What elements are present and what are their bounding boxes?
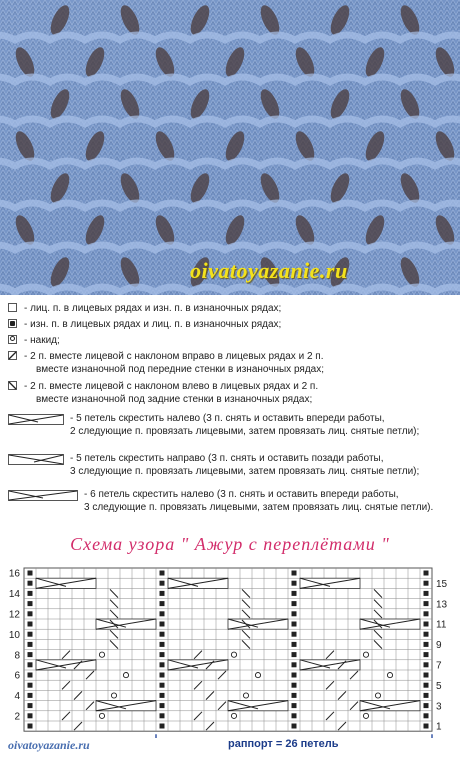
purl-stitch-mark: [160, 713, 165, 718]
k2tog-left-icon: [8, 381, 17, 390]
row-number-right: 7: [436, 660, 442, 672]
purl-stitch-mark: [160, 601, 165, 606]
knitting-sample-photo: [0, 0, 460, 295]
k2tog-right-icon: [8, 351, 17, 360]
purl-stitch-mark: [424, 683, 429, 688]
purl-stitch-mark: [292, 683, 297, 688]
purl-stitch-mark: [424, 724, 429, 729]
purl-stitch-mark: [28, 601, 33, 606]
row-number-right: 11: [436, 619, 447, 631]
row-number-right: 15: [436, 578, 448, 590]
purl-stitch-mark: [424, 591, 429, 596]
purl-stitch-mark: [160, 662, 165, 667]
purl-stitch-mark: [292, 642, 297, 647]
knit-texture-image: [0, 0, 460, 295]
chart-title: Схема узора " Ажур с переплётами ": [70, 534, 390, 554]
legend-text: - 2 п. вместе лицевой с наклоном влево в лицевых рядах и 2 п.: [24, 381, 319, 392]
legend-text: - накид;: [24, 335, 60, 346]
purl-stitch-mark: [160, 673, 165, 678]
legend-text: 3 следующие п. провязать лицевыми, затем провязать лиц. снятые петли).: [84, 502, 434, 513]
purl-stitch-mark: [292, 713, 297, 718]
row-number-left: 10: [8, 629, 20, 641]
row-number-left: 6: [14, 670, 20, 682]
purl-stitch-mark: [28, 581, 33, 586]
purl-stitch-mark: [28, 591, 33, 596]
purl-stitch-mark: [28, 683, 33, 688]
legend-text: - 6 петель скрестить налево (3 п. снять и оставить впереди работы,: [84, 489, 399, 500]
purl-stitch-mark: [292, 652, 297, 657]
purl-stitch-mark: [160, 632, 165, 637]
row-number-right: 5: [436, 680, 442, 692]
site-watermark: oivatoyazanie.ru: [190, 258, 348, 283]
legend-text: вместе изнаночной под задние стенки в изнаночных рядах;: [36, 394, 313, 405]
purl-stitch-mark: [160, 611, 165, 616]
purl-stitch-mark: [160, 652, 165, 657]
cable-5-right-icon: [8, 454, 64, 465]
cable-5-left-icon: [8, 414, 64, 425]
purl-stitch-mark: [424, 703, 429, 708]
row-number-left: 8: [14, 650, 20, 662]
row-number-left: 14: [8, 589, 20, 601]
purl-stitch-mark: [28, 611, 33, 616]
row-number-right: 13: [436, 599, 448, 611]
purl-stitch-mark: [424, 673, 429, 678]
chart-grid-svg: [0, 562, 460, 738]
purl-stitch-mark: [424, 601, 429, 606]
purl-stitch-mark: [28, 703, 33, 708]
purl-stitch-mark: [292, 591, 297, 596]
row-number-right: 9: [436, 640, 442, 652]
purl-stitch-mark: [424, 581, 429, 586]
purl-stitch-mark: [292, 724, 297, 729]
legend-text: - изн. п. в лицевых рядах и лиц. п. в изнаночных рядах;: [24, 319, 282, 330]
purl-stitch-mark: [292, 601, 297, 606]
purl-stitch-mark: [292, 703, 297, 708]
purl-stitch-mark: [28, 693, 33, 698]
legend-text: - лиц. п. в лицевых рядах и изн. п. в изнаночных рядах;: [24, 303, 282, 314]
purl-stitch-mark: [28, 673, 33, 678]
purl-stitch-mark: [424, 632, 429, 637]
purl-stitch-mark: [28, 652, 33, 657]
purl-stitch-mark: [160, 724, 165, 729]
purl-stitch-mark: [160, 591, 165, 596]
purl-stitch-mark: [28, 622, 33, 627]
purl-stitch-mark: [160, 683, 165, 688]
purl-stitch-mark: [28, 571, 33, 576]
purl-stitch-mark: [424, 642, 429, 647]
row-number-left: 12: [8, 609, 20, 621]
purl-stitch-mark: [424, 622, 429, 627]
purl-stitch-mark: [424, 571, 429, 576]
purl-stitch-mark: [160, 693, 165, 698]
purl-stitch-mark: [292, 581, 297, 586]
purl-dot-icon: [8, 319, 17, 328]
legend-text: вместе изнаночной под передние стенки в изнаночных рядах;: [36, 364, 324, 375]
site-watermark-bottom: oivatoyazanie.ru: [8, 738, 90, 752]
purl-stitch-mark: [424, 611, 429, 616]
row-number-left: 16: [8, 568, 20, 580]
purl-stitch-mark: [28, 662, 33, 667]
purl-stitch-mark: [424, 662, 429, 667]
purl-stitch-mark: [160, 703, 165, 708]
purl-stitch-mark: [160, 622, 165, 627]
purl-stitch-mark: [28, 713, 33, 718]
purl-stitch-mark: [292, 662, 297, 667]
purl-stitch-mark: [292, 622, 297, 627]
row-number-left: 2: [14, 711, 20, 723]
row-number-right: 1: [436, 721, 442, 733]
row-number-right: 3: [436, 701, 442, 713]
purl-stitch-mark: [160, 581, 165, 586]
cable-6-left-icon: [8, 490, 78, 501]
purl-stitch-mark: [424, 693, 429, 698]
purl-stitch-mark: [160, 642, 165, 647]
purl-stitch-mark: [28, 724, 33, 729]
legend-text: - 2 п. вместе лицевой с наклоном вправо в лицевых рядах и 2 п.: [24, 351, 324, 362]
legend-text: - 5 петель скрестить налево (3 п. снять и оставить впереди работы,: [70, 413, 385, 424]
purl-stitch-mark: [292, 632, 297, 637]
row-number-left: 4: [14, 691, 20, 703]
yarn-over-icon: [8, 335, 17, 344]
purl-stitch-mark: [28, 642, 33, 647]
knit-square-icon: [8, 303, 17, 312]
knitting-chart: [0, 562, 460, 743]
purl-stitch-mark: [292, 693, 297, 698]
purl-stitch-mark: [292, 571, 297, 576]
purl-stitch-mark: [160, 571, 165, 576]
purl-stitch-mark: [292, 673, 297, 678]
purl-stitch-mark: [424, 713, 429, 718]
purl-stitch-mark: [424, 652, 429, 657]
legend-text: - 5 петель скрестить направо (3 п. снять и оставить позади работы,: [70, 453, 384, 464]
legend-text: 3 следующие п. провязать лицевыми, затем провязать лиц. снятые петли);: [70, 466, 420, 477]
purl-stitch-mark: [292, 611, 297, 616]
repeat-label: раппорт = 26 петель: [228, 738, 339, 750]
legend-text: 2 следующие п. провязать лицевыми, затем провязать лиц. снятые петли);: [70, 426, 420, 437]
purl-stitch-mark: [28, 632, 33, 637]
